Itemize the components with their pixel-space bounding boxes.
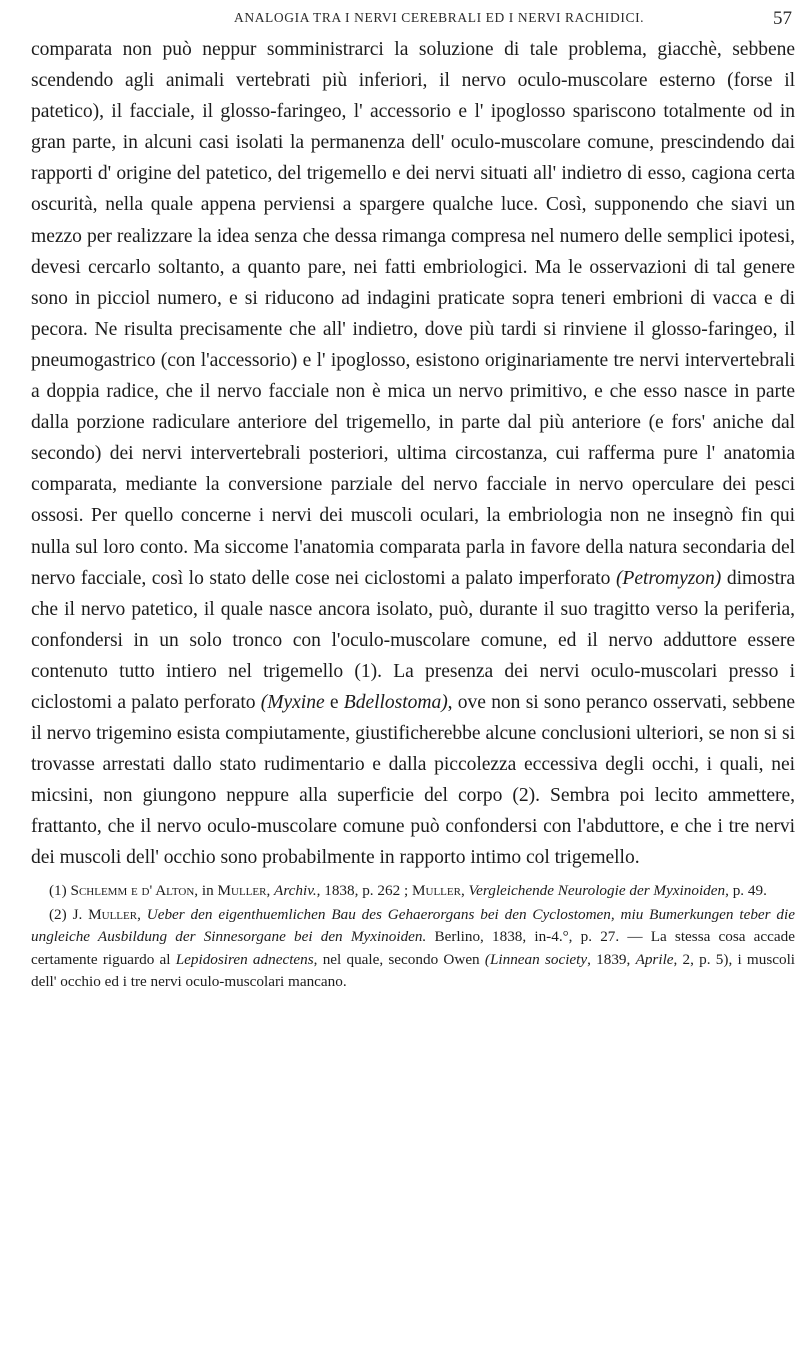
footnote-2-aprile: Aprile bbox=[635, 950, 674, 968]
footnote-2-text: , 1839, bbox=[587, 950, 636, 968]
conjunction: e bbox=[324, 691, 344, 713]
footnote-2-author: Muller bbox=[88, 906, 138, 924]
footnote-1-authors: Schlemm e d' Alton bbox=[70, 882, 195, 899]
footnote-1-archiv: Archiv. bbox=[274, 882, 317, 899]
footnote-2-mark: (2) J. bbox=[49, 906, 89, 924]
running-header bbox=[0, 8, 800, 30]
taxon-bdellostoma: Bdellostoma) bbox=[343, 691, 448, 713]
footnote-2 bbox=[31, 904, 795, 993]
body-paragraph bbox=[31, 34, 795, 874]
footnote-1-text: , p. 49. bbox=[725, 882, 767, 899]
footnote-2-text: , 2, p. 5), i muscoli dell' occhio ed i tre nervi oculo-muscolari mancano. bbox=[31, 950, 796, 990]
footnote-1-title: Vergleichende Neurologie der Myxinoiden bbox=[468, 882, 726, 899]
footnote-1 bbox=[31, 880, 795, 902]
footnote-1-text: , bbox=[460, 882, 469, 899]
footnote-2-text: Berlino, 1838, in-4.°, p. 27. — La stessa cosa accade certamente riguardo al bbox=[31, 928, 795, 968]
footnote-2-linnean: (Linnean society bbox=[484, 950, 588, 968]
footnote-1-text: , in bbox=[194, 882, 218, 899]
footnote-2-title: Ueber den eigenthuemlichen Bau des Gehaerorgans bei den Cyclostomen, miu Bumerkungen teber die ungleiche Ausbildung der Sinnesorgane bei den Myxinoiden. bbox=[31, 906, 795, 946]
footnote-1-muller: Muller bbox=[217, 882, 267, 899]
footnote-2-text: , nel quale, secondo Owen bbox=[313, 950, 485, 968]
main-text bbox=[31, 34, 795, 874]
running-title: ANALOGIA TRA I NERVI CEREBRALI ED I NERVI RACHIDICI. bbox=[234, 10, 645, 25]
taxon-myxine: (Myxine bbox=[260, 691, 325, 713]
footnotes bbox=[31, 880, 795, 995]
body-text-part-3: , ove non si sono peranco osservati, sebbene il nervo trigemino esista compiutamente, giustificherebbe alcune conclusioni ulteriori, se non si si trovasse arrestati dallo stato rudimentario e dalla piccolezza eccessiva degli occhi, i quali, nei micsini, non giungono neppure alla superficie del corpo (2). Sembra poi lecito ammettere, frattanto, che il nervo oculo-muscolare comune può confondersi con l'abduttore, e che i tre nervi dei muscoli dell' occhio sono probabilmente in rapporto intimo col trigemello. bbox=[31, 691, 795, 869]
footnote-2-text: , bbox=[137, 906, 147, 924]
footnote-1-muller-2: Muller bbox=[412, 882, 461, 899]
footnote-2-lepidosiren: Lepidosiren adnectens bbox=[175, 950, 314, 968]
footnote-1-mark: (1) bbox=[49, 882, 71, 899]
page-number: 57 bbox=[773, 8, 792, 29]
body-text-part-1: comparata non può neppur somministrarci la soluzione di tale problema, giacchè, sebbene scendendo agli animali vertebrati più inferiori, il nervo oculo-muscolare esterno (forse il patetico), il facciale, il glosso-faringeo, l' accessorio e l' ipoglosso spariscono totalmente od in gran parte, in alcuni casi isolati la permanenza dell' oculo-muscolare comune, prescindendo dai rapporti d' origine del patetico, del trigemello e dei nervi situati all' indietro di esso, cagiona certa oscurità, nella quale appena perviensi a spargere qualche luce. Così, supponendo che siavi un mezzo per realizzare la idea senza che dessa rimanga compresa nel numero delle semplici ipotesi, devesi cercarlo soltanto, a quanto pare, nei fatti embriologici. Ma le osservazioni di tal genere sono in picciol numero, e si riducono ad indagini praticate sopra teneri embrioni di vacca e di pecora. Ne risulta precisamente che all' indietro, dove più tardi si rinviene il glosso-faringeo, il pneumogastrico (con l'accessorio) e l' ipoglosso, esistono originariamente tre nervi intervertebrali a doppia radice, che il nervo facciale non è mica un nervo primitivo, e che esso nasce in parte dalla porzione radiculare anteriore del trigemello, in parte dal più anteriore (e fors' aniche dal secondo) dei nervi intervertebrali posteriori, ultima circostanza, cui rafferma pure l' anatomia comparata, mediante la conversione parziale del nervo facciale in nervo operculare dei pesci ossosi. Per quello concerne i nervi dei muscoli oculari, la embriologia non ne insegnò fin qui nulla sul loro conto. Ma siccome l'anatomia comparata parla in favore della natura secondaria del nervo facciale, così lo stato delle cose nei ciclostomi a palato imperforato bbox=[31, 39, 795, 589]
footnote-1-text: , 1838, p. 262 ; bbox=[316, 882, 412, 899]
body-text-part-2: dimostra che il nervo patetico, il quale nasce ancora isolato, può, durante il suo tragitto verso la periferia, confondersi in un solo tronco con l'oculo-muscolare comune, ed il nervo adduttore essere contenuto tutto intiero nel trigemello (1). La presenza dei nervi oculo-muscolari presso i ciclostomi a palato perforato bbox=[31, 567, 795, 713]
taxon-petromyzon: (Petromyzon) bbox=[615, 567, 722, 589]
footnote-1-text: , bbox=[266, 882, 275, 899]
